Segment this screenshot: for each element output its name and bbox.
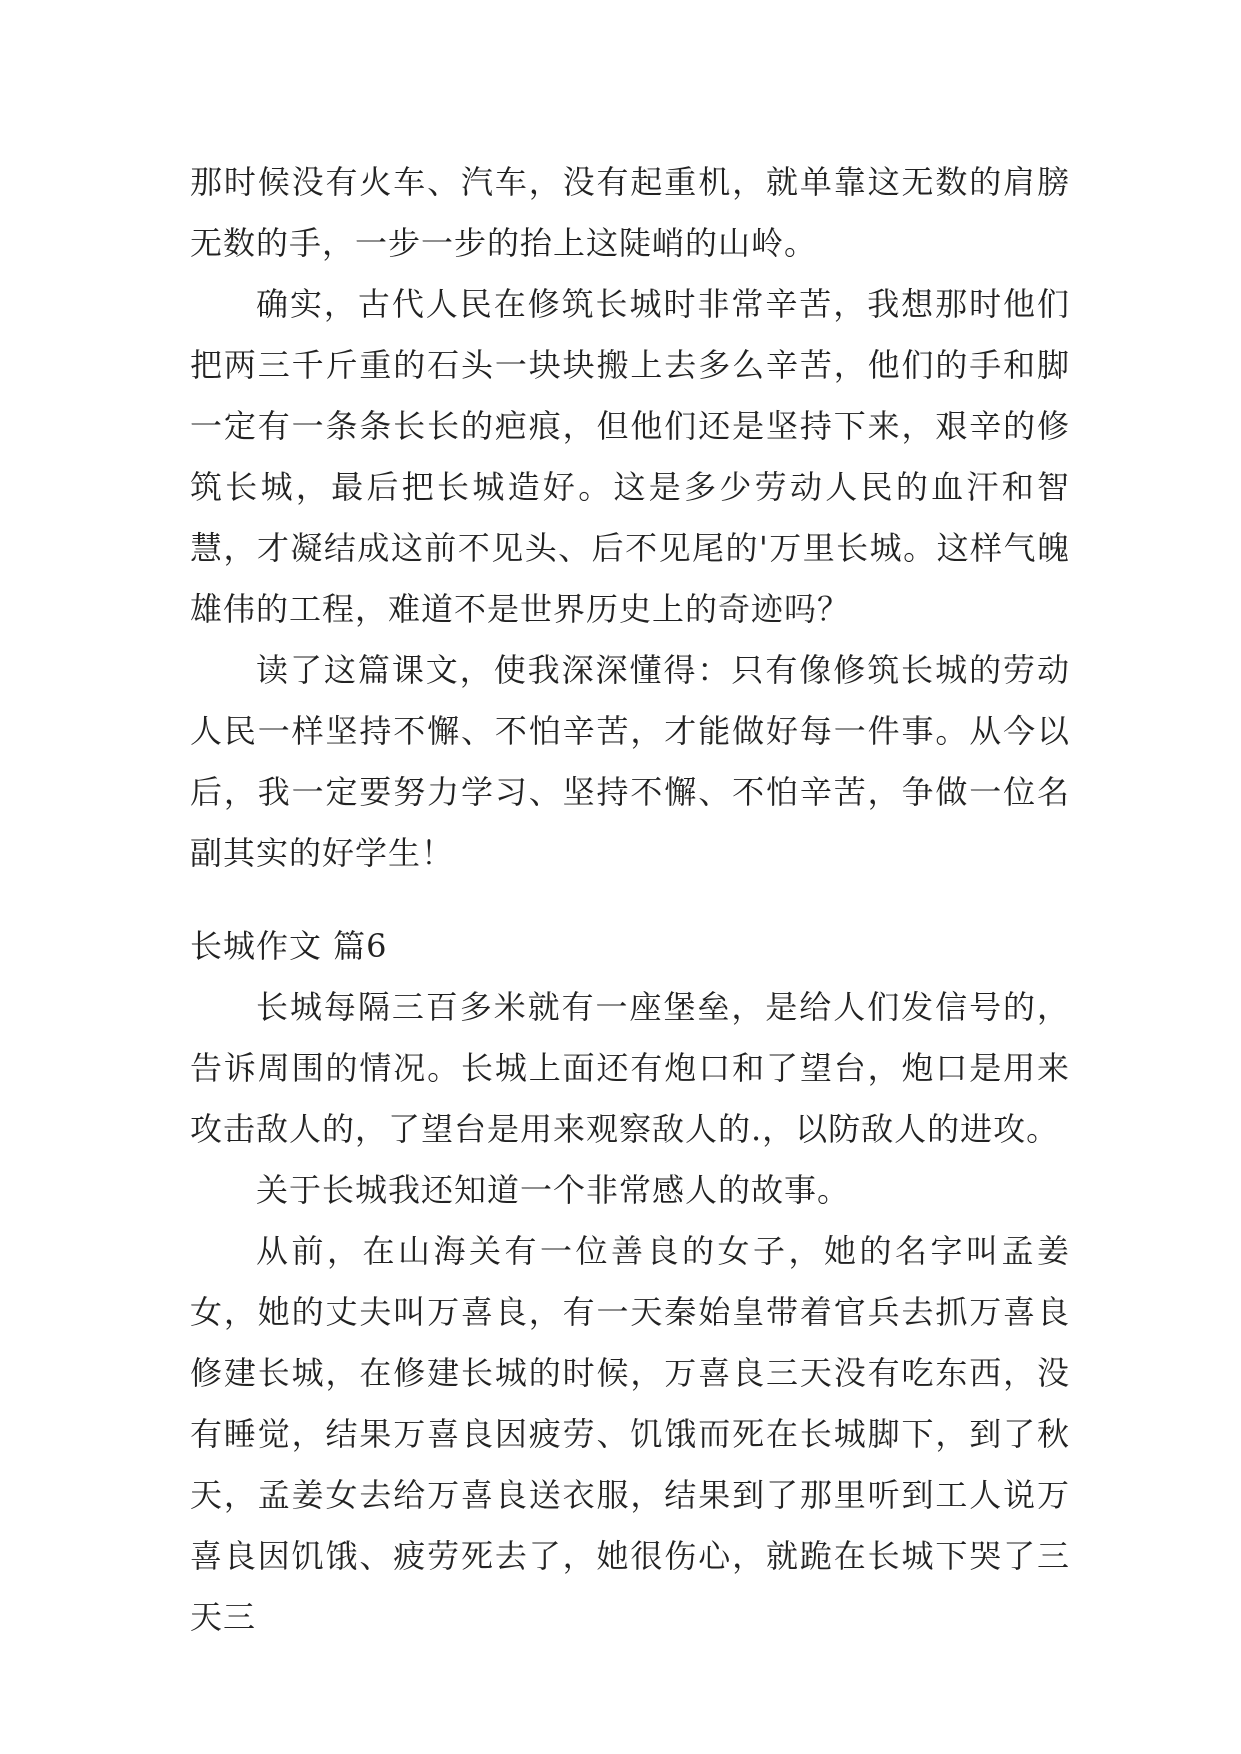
paragraph-1: 那时候没有火车、汽车，没有起重机，就单靠这无数的肩膀无数的手，一步一步的抬上这陡峭的山岭。 [190, 163, 1070, 262]
paragraph-6: 从前，在山海关有一位善良的女子，她的名字叫孟姜女，她的丈夫叫万喜良，有一天秦始皇带着官兵去抓万喜良修建长城，在修建长城的时候，万喜良三天没有吃东西，没有睡觉，结果万喜良因疲劳、饥饿而死在长城脚下，到了秋天，孟姜女去给万喜良送衣服，结果到了那里听到工人说万喜良因饥饿、疲劳死去了，她很伤心，就跪在长城下哭了三天三 [190, 1232, 1070, 1636]
paragraph-2: 确实，古代人民在修筑长城时非常辛苦，我想那时他们把两三千斤重的石头一块块搬上去多么辛苦，他们的手和脚一定有一条条长长的疤痕，但他们还是坚持下来，艰辛的修筑长城，最后把长城造好。这是多少劳动人民的血汗和智慧，才凝结成这前不见头、后不见尾的'万里长城。这样气魄雄伟的工程，难道不是世界历史上的奇迹吗？ [190, 285, 1070, 628]
paragraph-4: 长城每隔三百多米就有一座堡垒，是给人们发信号的，告诉周围的情况。长城上面还有炮口和了望台，炮口是用来攻击敌人的，了望台是用来观察敌人的.，以防敌人的进攻。 [190, 988, 1070, 1148]
section-heading: 长城作文 篇6 [190, 927, 388, 965]
paragraph-3: 读了这篇课文，使我深深懂得：只有像修筑长城的劳动人民一样坚持不懈、不怕辛苦，才能做好每一件事。从今以后，我一定要努力学习、坚持不懈、不怕辛苦，争做一位名副其实的好学生！ [190, 651, 1070, 872]
paragraph-5: 关于长城我还知道一个非常感人的故事。 [256, 1171, 851, 1209]
